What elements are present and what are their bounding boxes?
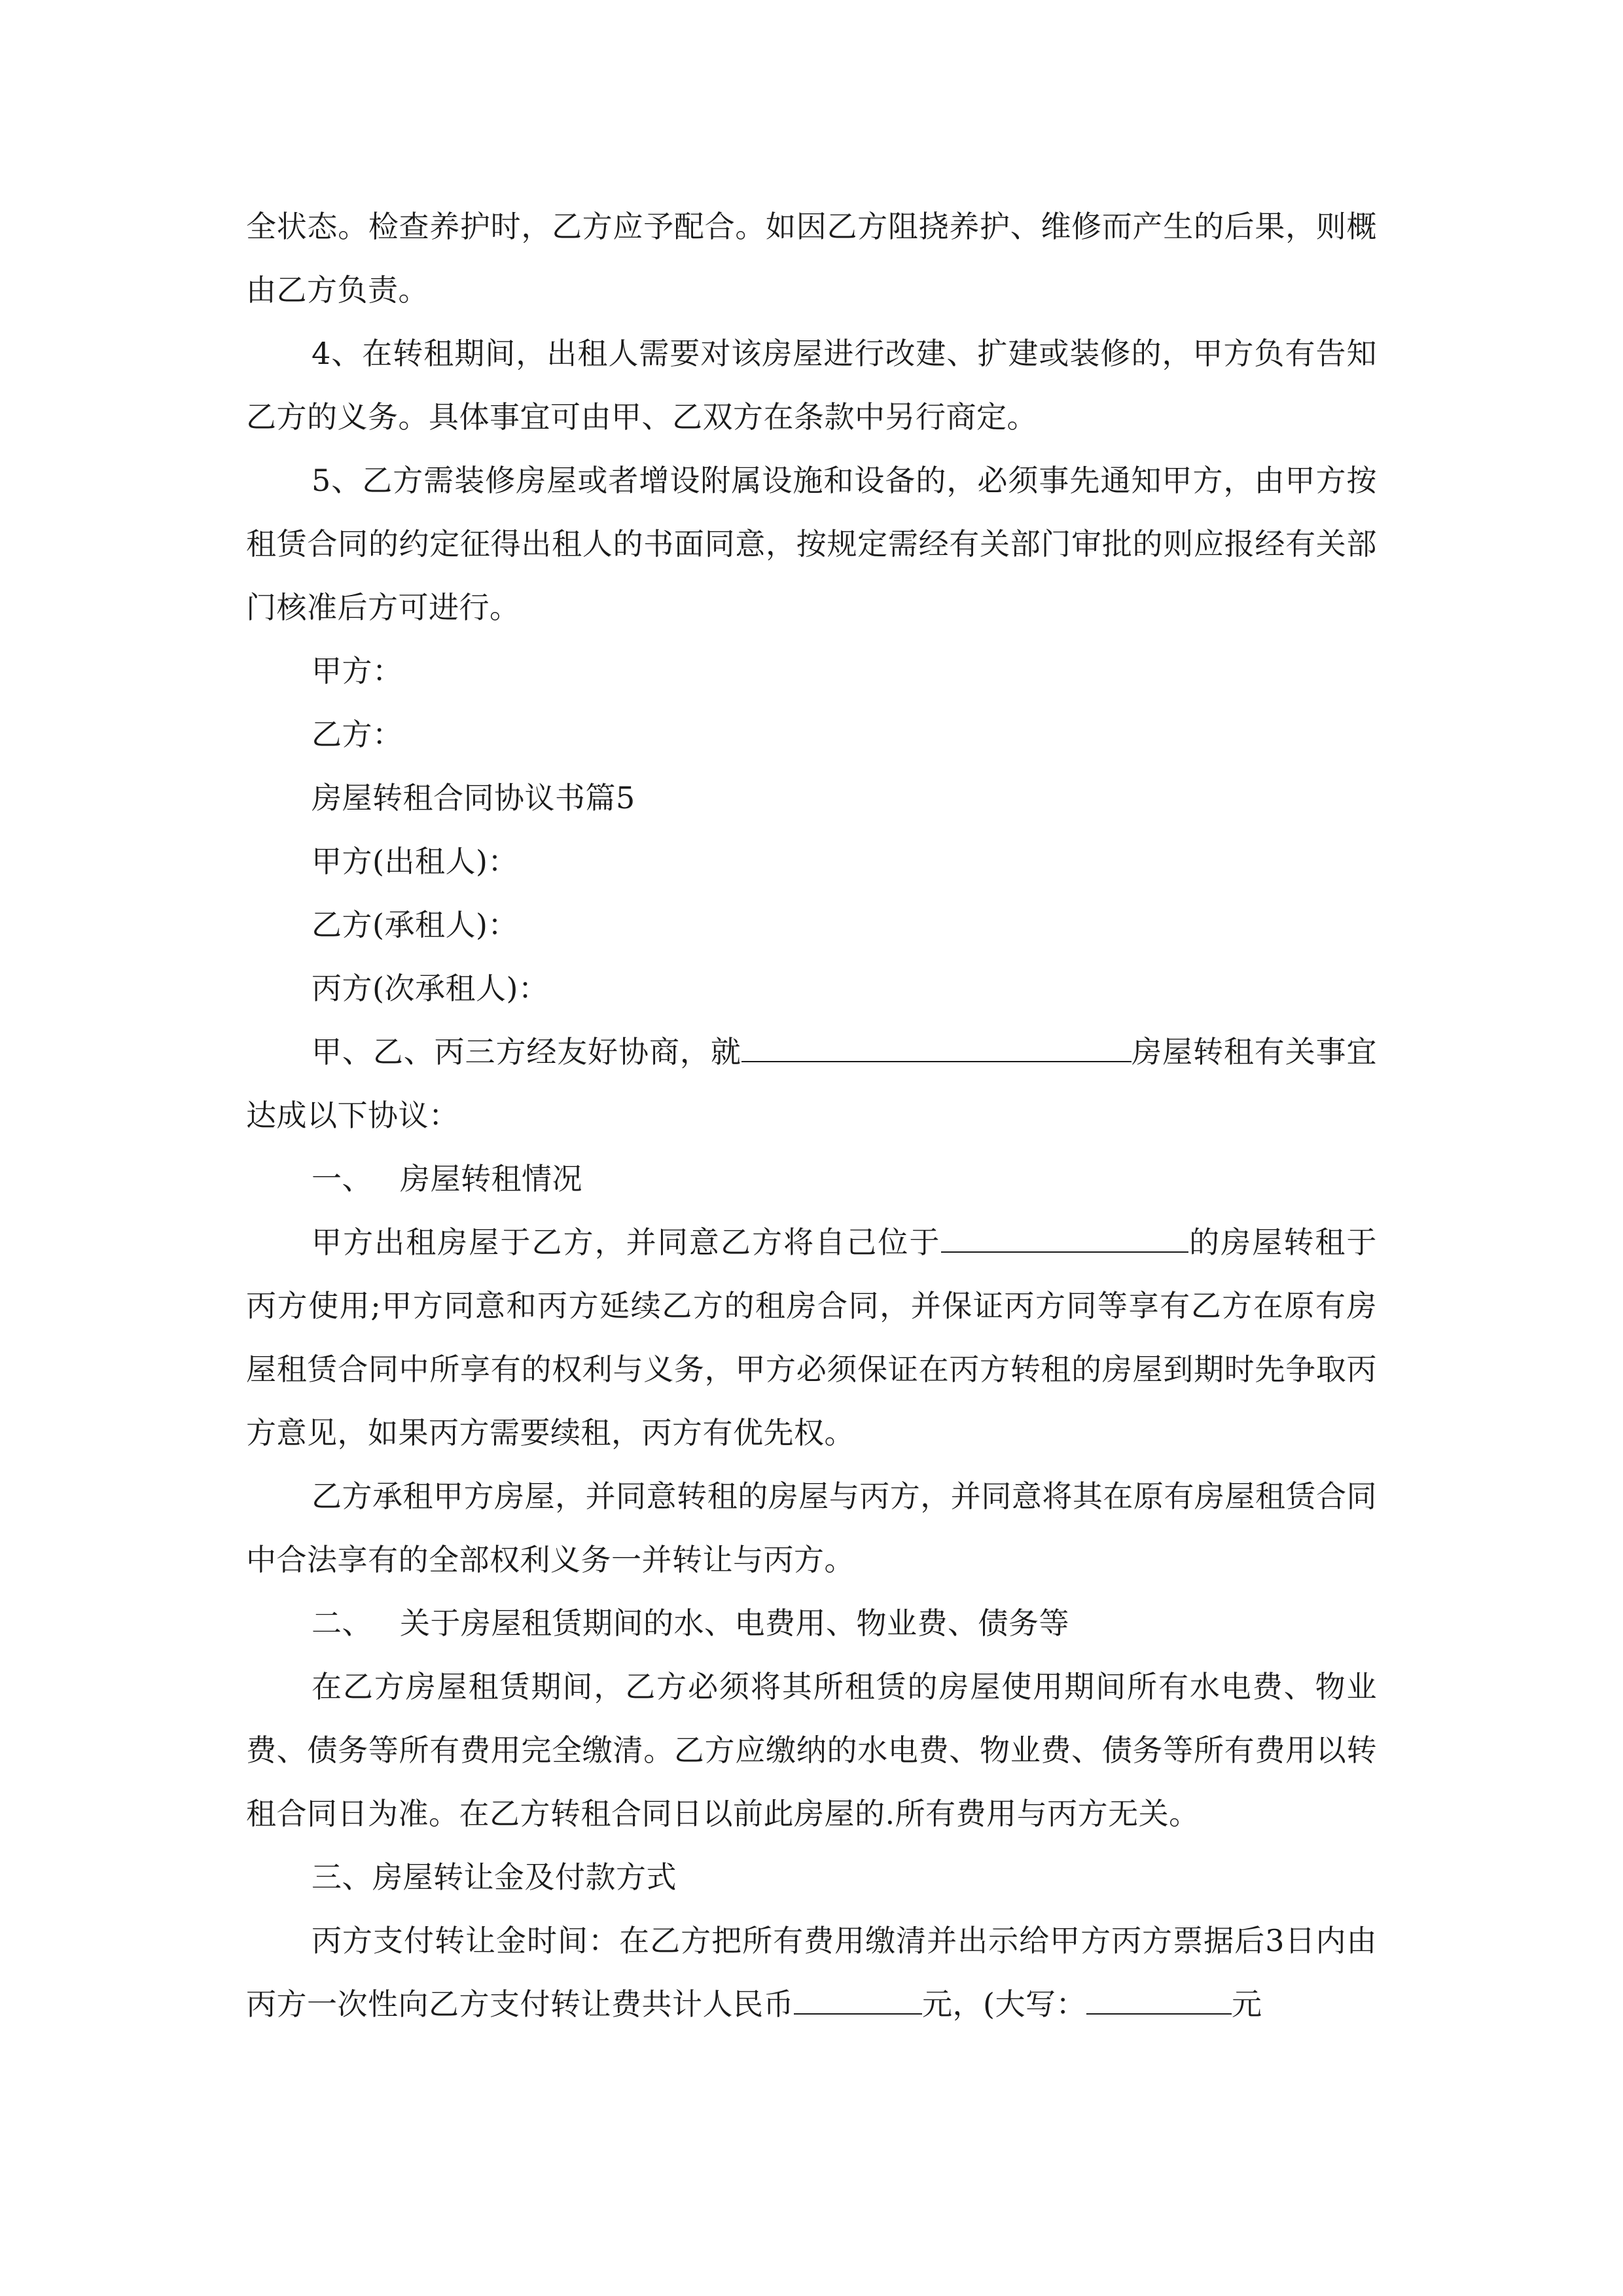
location-blank-line — [941, 1225, 1188, 1253]
party-a-lessor: 甲方(出租人)： — [312, 844, 518, 879]
payment-text-after: 元 — [1231, 1986, 1262, 2022]
intro-text-before: 甲、乙、丙三方经友好协商，就 — [312, 1034, 741, 1069]
amount-blank-line — [794, 1987, 922, 2015]
paragraph-agreement-intro — [246, 1020, 1377, 1147]
paragraph-utilities-payment: 在乙方房屋租赁期间，乙方必须将其所租赁的房屋使用期间所有水电费、物业费、债务等所有费用完全缴清。乙方应缴纳的水电费、物业费、债务等所有费用以转租合同日为准。在乙方转租合同日以前此房屋的.所有费用与丙方无关。 — [246, 1669, 1377, 1831]
terms-text-after: 的房屋转租于丙方使用;甲方同意和丙方延续乙方的租房合同，并保证丙方同等享有乙方在原有房屋租赁合同中所享有的权利与义务，甲方必须保证在丙方转租的房屋到期时先争取丙方意见，如果丙方需要续租，丙方有优先权。 — [246, 1225, 1378, 1450]
paragraph-clause-5: 5、乙方需装修房屋或者增设附属设施和设备的，必须事先通知甲方，由甲方按租赁合同的约定征得出租人的书面同意，按规定需经有关部门审批的则应报经有关部门核准后方可进行。 — [246, 463, 1377, 625]
signature-party-b: 乙方： — [312, 717, 403, 752]
heading-number: 一、 — [312, 1161, 372, 1196]
payment-text-mid: 元，(大写： — [922, 1986, 1086, 2022]
property-blank-line — [741, 1035, 1132, 1062]
heading-transfer-fee: 三、房屋转让金及付款方式 — [312, 1859, 677, 1895]
paragraph-transfer-payment — [246, 1909, 1377, 2036]
section-title: 房屋转租合同协议书篇5 — [312, 780, 635, 816]
payment-text-before: 丙方支付转让金时间：在乙方把所有费用缴清并出示给甲方丙方票据后3日内由丙方一次性向乙方支付转让费共计人民币 — [246, 1923, 1377, 2022]
heading-utilities-debts — [246, 1592, 1377, 1655]
amount-words-blank-line — [1086, 1987, 1232, 2015]
paragraph-maintenance-cooperation: 全状态。检查养护时，乙方应予配合。如因乙方阻挠养护、维修而产生的后果，则概由乙方负责。 — [246, 209, 1377, 308]
intro-text-after: 房屋转租有关事宜达成以下协议： — [246, 1034, 1378, 1133]
heading-number: 二、 — [312, 1605, 372, 1641]
terms-text-before: 甲方出租房屋于乙方，并同意乙方将自己位于 — [312, 1225, 941, 1260]
paragraph-sublease-terms — [246, 1211, 1377, 1465]
party-c-sublessee: 丙方(次承租人)： — [312, 971, 549, 1006]
signature-party-a: 甲方： — [312, 653, 403, 689]
paragraph-rights-transfer: 乙方承租甲方房屋，并同意转租的房屋与丙方，并同意将其在原有房屋租赁合同中合法享有的全部权利义务一并转让与丙方。 — [246, 1479, 1377, 1577]
heading-sublease-situation — [246, 1147, 1377, 1211]
document-body — [246, 195, 1377, 2036]
party-b-lessee: 乙方(承租人)： — [312, 907, 518, 942]
heading-text: 房屋转租情况 — [400, 1161, 582, 1196]
heading-text: 关于房屋租赁期间的水、电费用、物业费、债务等 — [400, 1605, 1069, 1641]
paragraph-clause-4: 4、在转租期间，出租人需要对该房屋进行改建、扩建或装修的，甲方负有告知乙方的义务。具体事宜可由甲、乙双方在条款中另行商定。 — [246, 336, 1377, 435]
